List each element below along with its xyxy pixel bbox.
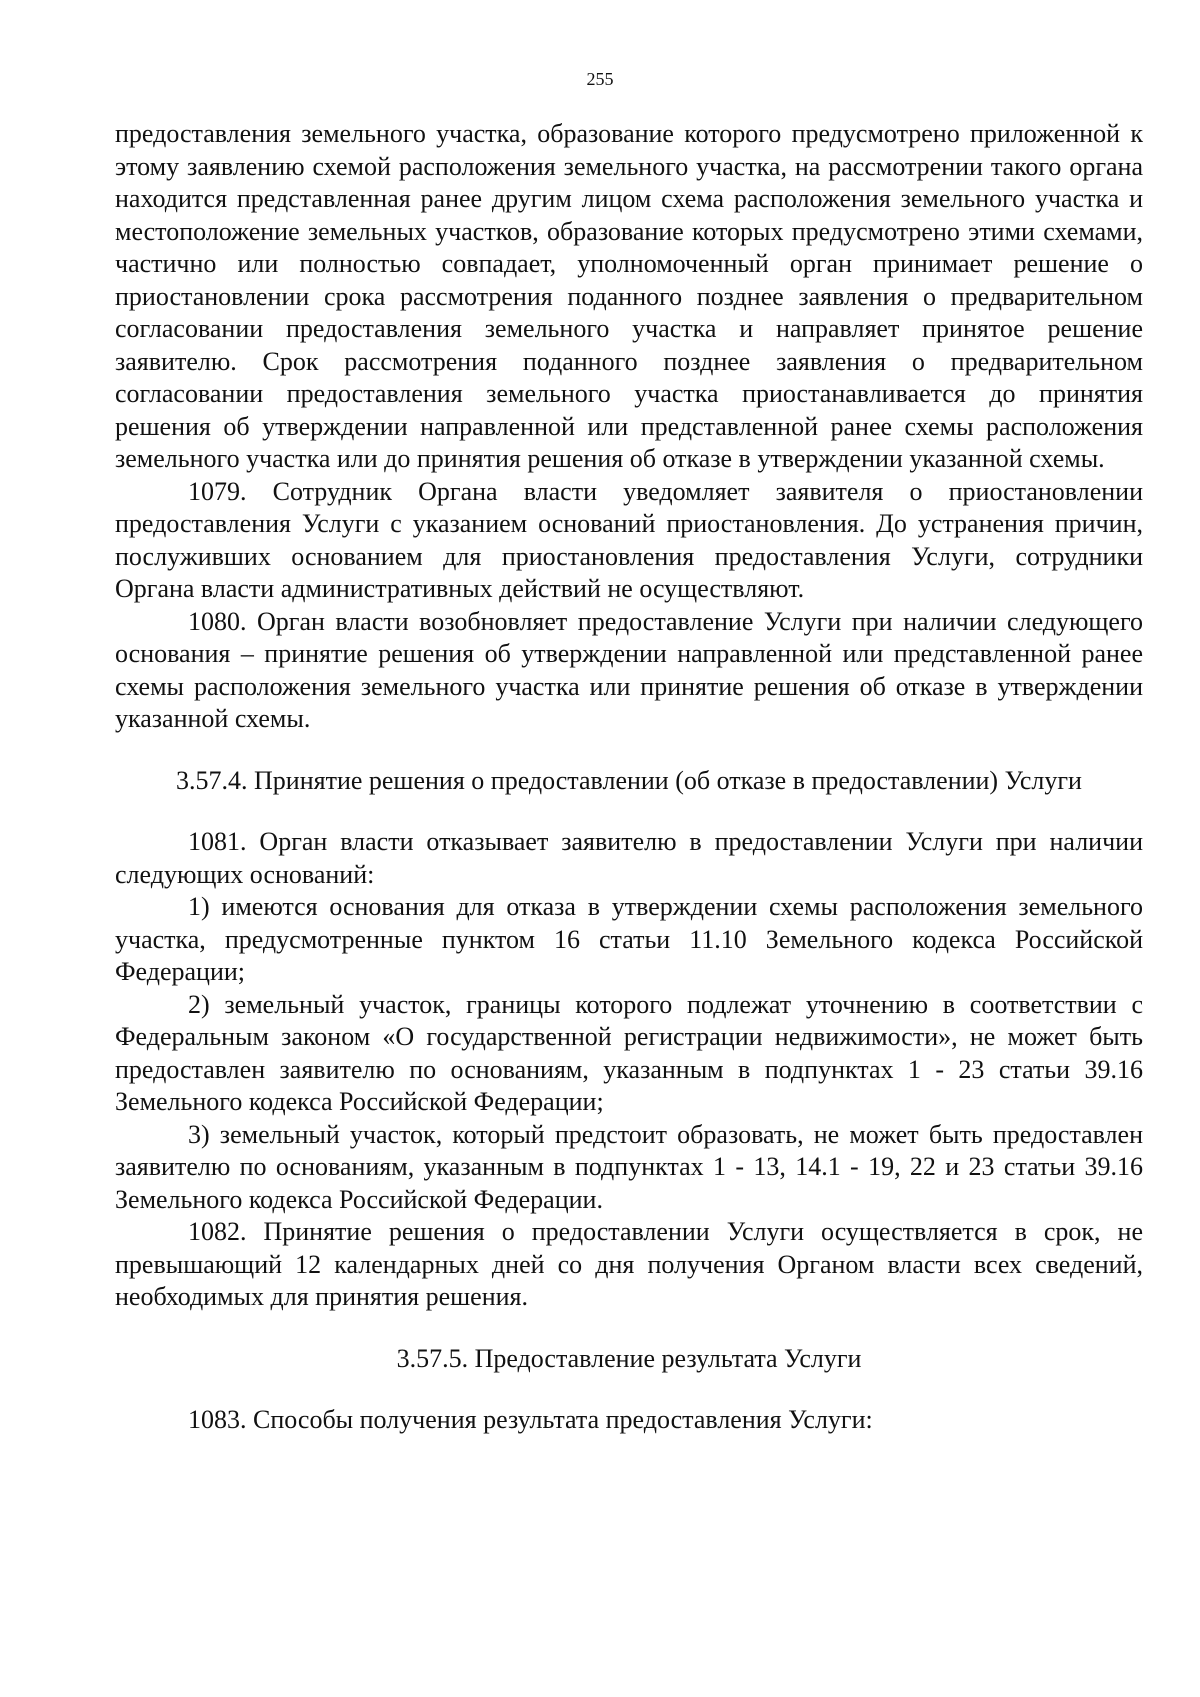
document-body (115, 118, 1143, 1437)
section-heading-3-57-5: 3.57.5. Предоставление результата Услуги (396, 1343, 862, 1373)
paragraph-1082: 1082. Принятие решения о предоставлении Услуги осуществляется в срок, не превышающий 12 календарных дней со дня получения Органом власти всех сведений, необходимых для принятия решения. (115, 1217, 1143, 1311)
list-item-1: 1) имеются основания для отказа в утверждении схемы расположения земельного участка, предусмотренные пунктом 16 статьи 11.10 Земельного кодекса Российской Федерации; (115, 892, 1143, 986)
list-item-3: 3) земельный участок, который предстоит образовать, не может быть предоставлен заявителю по основаниям, указанным в подпунктах 1 - 13, 14.1 - 19, 22 и 23 статьи 39.16 Земельного кодекса Российской Федерации. (115, 1119, 1143, 1214)
list-item-2: 2) земельный участок, границы которого подлежат уточнению в соответствии с Федеральным законом «О государственной регистрации недвижимости», не может быть предоставлен заявителю по основаниям, указанным в подпунктах 1 - 23 статьи 39.16 Земельного кодекса Российской Федерации; (115, 989, 1143, 1116)
paragraph-1083: 1083. Способы получения результата предоставления Услуги: (188, 1405, 873, 1434)
section-heading-3-57-4: 3.57.4. Принятие решения о предоставлении (об отказе в предоставлении) Услуги (176, 765, 1082, 795)
paragraph-1080: 1080. Орган власти возобновляет предоставление Услуги при наличии следующего основания – принятие решения об утверждении направленной или представленной ранее схемы расположения земельного участка или принятие решения об отказе в утверждении указанной схемы. (115, 606, 1143, 733)
paragraph-continuation: предоставления земельного участка, образование которого предусмотрено приложенной к этому заявлению схемой расположения земельного участка, на рассмотрении такого органа находится представленная ранее другим лицом схема расположения земельного участка и местоположение земельных участков, образование которых предусмотрено этими схемами, частично или полностью совпадает, уполномоченный орган принимает решение о приостановлении срока рассмотрения поданного позднее заявления о предварительном согласовании предоставления земельного участка и направляет принятое решение заявителю. Срок рассмотрения поданного позднее заявления о предварительном согласовании предоставления земельного участка приостанавливается до принятия решения об утверждении направленной или представленной ранее схемы расположения земельного участка или до принятия решения об отказе в утверждении указанной схемы. (115, 119, 1143, 473)
page-number: 255 (586, 69, 614, 89)
paragraph-1081: 1081. Орган власти отказывает заявителю в предоставлении Услуги при наличии следующих оснований: (115, 827, 1143, 889)
paragraph-1079: 1079. Сотрудник Органа власти уведомляет заявителя о приостановлении предоставления Услуги с указанием оснований приостановления. До устранения причин, послуживших основанием для приостановления предоставления Услуги, сотрудники Органа власти административных действий не осуществляют. (115, 476, 1143, 603)
